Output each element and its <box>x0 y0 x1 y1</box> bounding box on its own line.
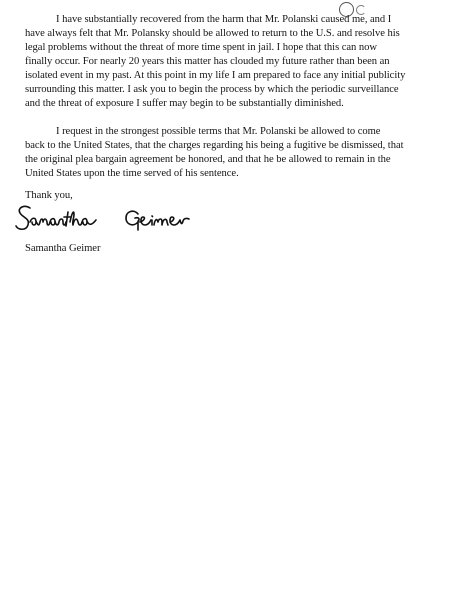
paragraph1-line-1: I have substantially recovered from the harm that Mr. Polanski caused me, and I <box>56 14 392 25</box>
paragraph1-line-7: and the threat of exposure I suffer may begin to be substantially diminished. <box>25 98 344 109</box>
paragraph2-line-4: United States upon the time served of his sentence. <box>25 168 239 179</box>
paragraph1-line-4: finally occur. For nearly 20 years this matter has clouded my future rather than been an <box>25 56 390 67</box>
paragraph1-line-3: legal problems without the threat of more time spent in jail. I hope that this can now <box>25 42 377 53</box>
closing: Thank you, <box>25 190 73 201</box>
paragraph2-line-3: the original plea bargain agreement be honored, and that he be allowed to remain in the <box>25 154 391 165</box>
paragraph1-line-5: isolated event in my past. At this point in my life I am prepared to face any initial publicity <box>25 70 406 81</box>
paragraph2-line-2: back to the United States, that the charges regarding his being a fugitive be dismissed, that <box>25 140 404 151</box>
paragraph1-line-2: have always felt that Mr. Polansky should be allowed to return to the U.S. and resolve his <box>25 28 400 39</box>
paragraph1-line-6: surrounding this matter. I ask you to begin the process by which the periodic surveillance <box>25 84 399 95</box>
signer-name: Samantha Geimer <box>25 243 101 254</box>
handwritten-signature <box>14 200 244 236</box>
paragraph2-line-1: I request in the strongest possible terms that Mr. Polanski be allowed to come <box>56 126 381 137</box>
